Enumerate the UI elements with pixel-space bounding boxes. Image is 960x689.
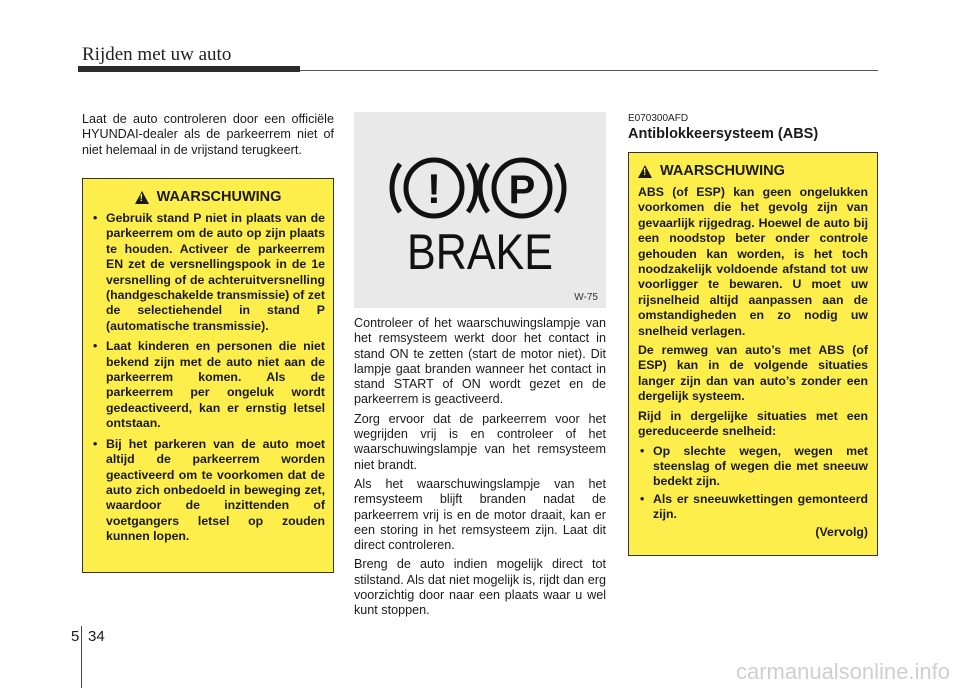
warning-item: • Bij het parkeren van de auto moet altijd de parkeerrem worden geactiveerd om te voorkomen dat de auto zich onbedoeld in beweging zet, waardoor de inzittenden of voetgangers letsel op zouden kunnen lopen. [91, 437, 325, 545]
figure-id: W-75 [574, 292, 598, 303]
page-divider [81, 626, 82, 688]
continued-label: (Vervolg) [815, 524, 868, 539]
warning-triangle-icon: ! [135, 191, 149, 204]
header-rule [300, 70, 878, 71]
warning-item: • Laat kinderen en personen die niet bekend zijn met de auto niet aan de parkeerrem komen. Als de parkeerrem per ongeluk wordt gedeactiveerd, kan er ernstig letsel ontstaan. [91, 339, 325, 431]
warning-triangle-icon: ! [638, 165, 652, 178]
chapter-title: Rijden met uw auto [82, 44, 232, 65]
warning-title: WAARSCHUWING [156, 189, 282, 205]
warning-list [91, 211, 325, 545]
intro-paragraph: Laat de auto controleren door een officiële HYUNDAI-dealer als de parkeerrem niet of niet helemaal in de vrijstand terugkeert. [82, 112, 334, 157]
warning-paragraph: ABS (of ESP) kan geen ongelukken voorkomen die het gevolg zijn van gevaarlijk rijgedrag. Hoewel de auto bij een noodstop beter onder controle gehouden kan worden, is het toch noodzakelijk voldoende afstand tot uw voorligger te bewaren. U moet uw rijsnelheid altijd aanpassen aan de omstandigheden en zo nodig uw snelheid verlagen. [638, 185, 868, 338]
warning-heading [638, 163, 868, 179]
warning-list [638, 444, 868, 523]
paragraph: Breng de auto indien mogelijk direct tot stilstand. Als dat niet mogelijk is, rijdt dan erg voorzichtig door naar een plaats waar u wel kunt stoppen. [354, 557, 606, 618]
abs-warning-box [628, 152, 878, 556]
brake-lamp-text [354, 316, 606, 623]
exclamation-glyph: ! [427, 165, 441, 212]
warning-title: WAARSCHUWING [660, 163, 785, 179]
brake-label: BRAKE [407, 224, 553, 280]
warning-item: • Gebruik stand P niet in plaats van de parkeerrem om de auto op zijn plaats te houden. Activeer de parkeerrem EN zet de versnellingspook in de 1e versnelling of de achteruitversnelling (handgeschakelde transmissie) of zet de selectiehendel in stand P (automatische transmissie). [91, 211, 325, 334]
warning-heading [91, 189, 325, 205]
section-code: E070300AFD [628, 113, 689, 124]
warning-item: • Als er sneeuwkettingen gemonteerd zijn. [638, 492, 868, 523]
header-bar [78, 66, 300, 72]
p-glyph: P [508, 168, 536, 212]
paragraph: Zorg ervoor dat de parkeerrem voor het wegrijden vrij is en controleer of het waarschuwingslampje van het remsysteem niet brandt. [354, 411, 606, 472]
section-title: Antiblokkeersysteem (ABS) [628, 126, 819, 142]
brake-warning-lamp-icon [354, 112, 606, 308]
warning-paragraph: Rijd in dergelijke situaties met een gereduceerde snelheid: [638, 408, 868, 439]
section-number: 5 [71, 628, 80, 645]
brake-warning-figure [354, 112, 606, 308]
warning-item: • Op slechte wegen, wegen met steenslag of wegen die met sneeuw bedekt zijn. [638, 444, 868, 490]
watermark: carmanualsonline.info [735, 659, 950, 684]
page-number: 34 [88, 628, 105, 645]
parking-brake-warning-box [82, 178, 334, 573]
paragraph: Als het waarschuwingslampje van het remsysteem blijft branden nadat de parkeerrem vrij is en de motor draait, kan er een storing in het remsysteem zijn. Laat dit direct controleren. [354, 476, 606, 553]
paragraph: Controleer of het waarschuwingslampje van het remsysteem werkt door het contact in stand ON te zetten (start de motor niet). Dit lampje gaat branden wanneer het contact in stand START of ON wordt gezet en de parkeerrem is geactiveerd. [354, 316, 606, 407]
warning-paragraph: De remweg van auto’s met ABS (of ESP) kan in de volgende situaties langer zijn dan van auto’s zonder een dergelijk systeem. [638, 343, 868, 404]
